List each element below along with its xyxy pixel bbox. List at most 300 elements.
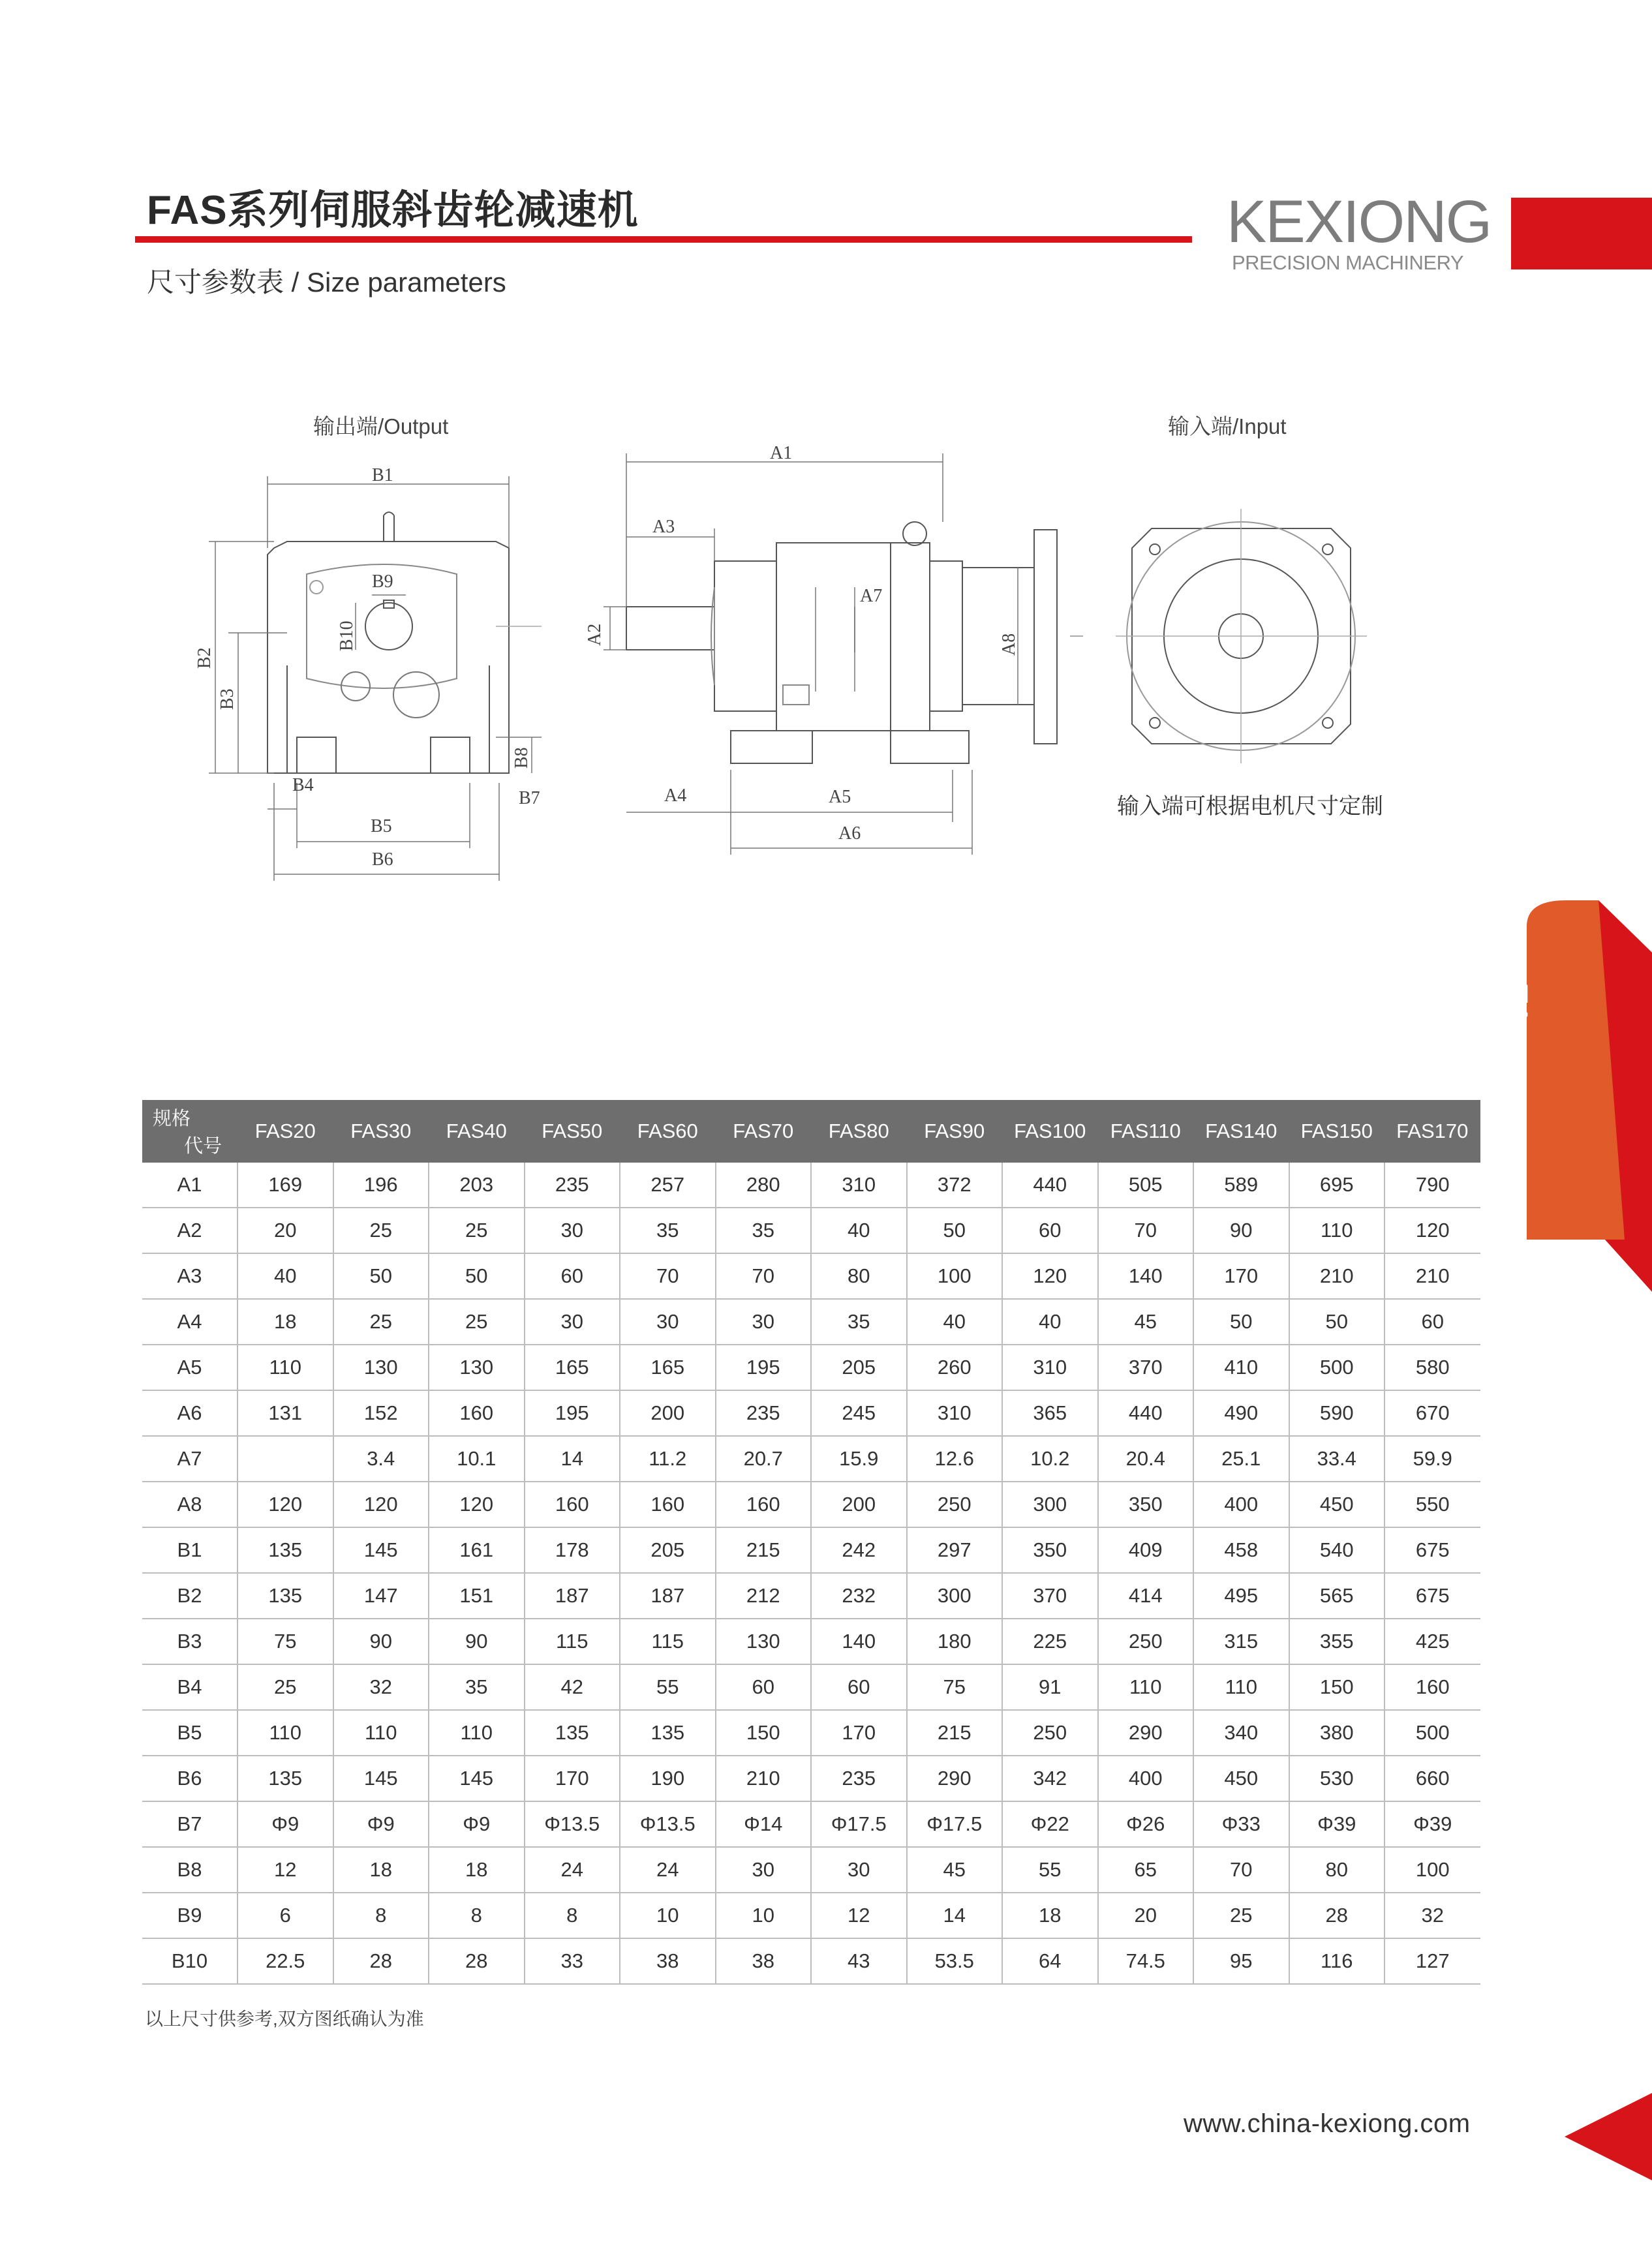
page-subtitle: 尺寸参数表 / Size parameters (147, 267, 506, 298)
table-cell: 95 (1193, 1938, 1289, 1984)
column-header: FAS70 (716, 1100, 812, 1163)
table-cell: 15.9 (811, 1436, 907, 1482)
size-parameters-table (142, 1100, 1480, 1985)
table-cell: 38 (620, 1938, 716, 1984)
table-cell: 40 (237, 1253, 333, 1299)
table-cell: 35 (620, 1208, 716, 1253)
table-cell: 24 (620, 1847, 716, 1893)
table-row (142, 1893, 1480, 1938)
column-header: FAS50 (525, 1100, 620, 1163)
table-cell: 675 (1384, 1573, 1480, 1619)
table-cell: 100 (907, 1253, 1003, 1299)
table-cell: 145 (333, 1527, 429, 1573)
table-cell: 33 (525, 1938, 620, 1984)
table-cell: 110 (1289, 1208, 1385, 1253)
table-row (142, 1938, 1480, 1984)
dim-a2: A2 (585, 623, 605, 646)
table-cell: 170 (811, 1710, 907, 1756)
website-url[interactable]: www.china-kexiong.com (1184, 2109, 1471, 2138)
table-cell: 160 (429, 1390, 525, 1436)
table-cell: 50 (1289, 1299, 1385, 1345)
table-cell: 10.2 (1002, 1436, 1098, 1482)
table-cell: 300 (907, 1573, 1003, 1619)
table-cell: 187 (620, 1573, 716, 1619)
table-cell: 8 (429, 1893, 525, 1938)
table-cell: 150 (716, 1710, 812, 1756)
table-cell: 33.4 (1289, 1436, 1385, 1482)
table-cell: 550 (1384, 1482, 1480, 1527)
table-cell: 372 (907, 1163, 1003, 1208)
table-cell: 18 (1002, 1893, 1098, 1938)
table-cell: 310 (1002, 1345, 1098, 1390)
table-cell: 59.9 (1384, 1436, 1480, 1482)
row-label: A3 (142, 1253, 237, 1299)
column-header: FAS20 (237, 1100, 333, 1163)
table-cell: 30 (620, 1299, 716, 1345)
table-cell: 70 (716, 1253, 812, 1299)
brand-tagline: PRECISION MACHINERY (1232, 251, 1464, 274)
table-cell: 18 (333, 1847, 429, 1893)
table-row (142, 1299, 1480, 1345)
table-cell: 200 (811, 1482, 907, 1527)
table-cell: 60 (716, 1664, 812, 1710)
table-cell: 110 (1193, 1664, 1289, 1710)
table-cell: 310 (811, 1163, 907, 1208)
table-cell: 260 (907, 1345, 1003, 1390)
table-cell: 410 (1193, 1345, 1289, 1390)
table-row (142, 1756, 1480, 1801)
table-cell: 110 (237, 1710, 333, 1756)
table-cell: 50 (333, 1253, 429, 1299)
table-cell: 505 (1098, 1163, 1194, 1208)
table-cell: 400 (1098, 1756, 1194, 1801)
table-cell: 450 (1193, 1756, 1289, 1801)
table-cell: 91 (1002, 1664, 1098, 1710)
table-cell: 225 (1002, 1619, 1098, 1664)
output-end-view (268, 512, 542, 773)
table-cell: 45 (907, 1847, 1003, 1893)
table-cell: 160 (620, 1482, 716, 1527)
table-cell: 140 (811, 1619, 907, 1664)
table-cell: 196 (333, 1163, 429, 1208)
table-cell: 116 (1289, 1938, 1385, 1984)
table-cell: 165 (525, 1345, 620, 1390)
table-cell: 110 (429, 1710, 525, 1756)
table-footnote: 以上尺寸供参考,双方图纸确认为准 (145, 2009, 424, 2029)
table-cell: 20 (237, 1208, 333, 1253)
table-cell: 350 (1002, 1527, 1098, 1573)
table-cell: 695 (1289, 1163, 1385, 1208)
table-cell: 440 (1098, 1390, 1194, 1436)
table-cell: 589 (1193, 1163, 1289, 1208)
table-cell: 3.4 (333, 1436, 429, 1482)
table-cell: 42 (525, 1664, 620, 1710)
table-cell (237, 1436, 333, 1482)
table-cell: Φ22 (1002, 1801, 1098, 1847)
table-cell: 75 (237, 1619, 333, 1664)
table-cell: 160 (525, 1482, 620, 1527)
table-cell: 290 (907, 1756, 1003, 1801)
column-header: FAS110 (1098, 1100, 1194, 1163)
table-cell: 675 (1384, 1527, 1480, 1573)
table-cell: 195 (525, 1390, 620, 1436)
table-cell: 165 (620, 1345, 716, 1390)
table-cell: 70 (1193, 1847, 1289, 1893)
table-row (142, 1710, 1480, 1756)
dim-a5: A5 (829, 787, 851, 807)
row-label: B8 (142, 1847, 237, 1893)
row-label: B1 (142, 1527, 237, 1573)
table-cell: 70 (620, 1253, 716, 1299)
table-cell: 11.2 (620, 1436, 716, 1482)
table-cell: 310 (907, 1390, 1003, 1436)
table-cell: 135 (237, 1527, 333, 1573)
series-side-tab (1527, 900, 1652, 1292)
table-cell: 151 (429, 1573, 525, 1619)
table-cell: 458 (1193, 1527, 1289, 1573)
dim-b8: B8 (512, 747, 532, 769)
table-cell: 205 (620, 1527, 716, 1573)
dim-b7: B7 (519, 788, 540, 808)
row-label: B10 (142, 1938, 237, 1984)
table-cell: 20.7 (716, 1436, 812, 1482)
table-cell: Φ17.5 (907, 1801, 1003, 1847)
table-cell: 30 (525, 1299, 620, 1345)
table-cell: 35 (811, 1299, 907, 1345)
table-cell: 315 (1193, 1619, 1289, 1664)
table-cell: 365 (1002, 1390, 1098, 1436)
table-cell: 232 (811, 1573, 907, 1619)
table-cell: 45 (1098, 1299, 1194, 1345)
table-cell: Φ39 (1289, 1801, 1385, 1847)
row-label: B9 (142, 1893, 237, 1938)
table-cell: 120 (333, 1482, 429, 1527)
table-cell: 24 (525, 1847, 620, 1893)
series-side-label (1494, 982, 1537, 1135)
input-view-label: 输入端/Input (1168, 414, 1287, 438)
table-cell: 490 (1193, 1390, 1289, 1436)
column-header: FAS90 (907, 1100, 1003, 1163)
table-cell: 169 (237, 1163, 333, 1208)
table-cell: 30 (525, 1208, 620, 1253)
table-cell: 38 (716, 1938, 812, 1984)
table-cell: 130 (716, 1619, 812, 1664)
table-cell: 80 (811, 1253, 907, 1299)
table-cell: 425 (1384, 1619, 1480, 1664)
table-cell: Φ9 (237, 1801, 333, 1847)
table-cell: 250 (1098, 1619, 1194, 1664)
table-cell: 25 (333, 1299, 429, 1345)
table-header-row (142, 1100, 1480, 1163)
table-cell: 215 (716, 1527, 812, 1573)
table-row (142, 1436, 1480, 1482)
dim-b2: B2 (194, 647, 215, 669)
table-cell: 32 (1384, 1893, 1480, 1938)
table-corner-header (142, 1100, 237, 1163)
table-cell: 20 (1098, 1893, 1194, 1938)
table-cell: 120 (1384, 1208, 1480, 1253)
table-cell: 110 (333, 1710, 429, 1756)
table-cell: 60 (1002, 1208, 1098, 1253)
table-cell: 6 (237, 1893, 333, 1938)
series-code: FA (1495, 982, 1536, 1027)
table-cell: 12.6 (907, 1436, 1003, 1482)
table-cell: 540 (1289, 1527, 1385, 1573)
table-cell: 280 (716, 1163, 812, 1208)
table-cell: 300 (1002, 1482, 1098, 1527)
table-cell: 8 (525, 1893, 620, 1938)
table-cell: 140 (1098, 1253, 1194, 1299)
dim-b1: B1 (372, 465, 393, 485)
table-cell: 12 (811, 1893, 907, 1938)
table-cell: 60 (1384, 1299, 1480, 1345)
table-cell: 212 (716, 1573, 812, 1619)
table-cell: 20.4 (1098, 1436, 1194, 1482)
table-cell: 28 (333, 1938, 429, 1984)
table-cell: 55 (1002, 1847, 1098, 1893)
table-cell: 180 (907, 1619, 1003, 1664)
table-cell: 235 (716, 1390, 812, 1436)
table-cell: Φ14 (716, 1801, 812, 1847)
table-cell: 40 (811, 1208, 907, 1253)
table-row (142, 1664, 1480, 1710)
table-cell: 170 (1193, 1253, 1289, 1299)
table-cell: 35 (716, 1208, 812, 1253)
table-cell: 370 (1002, 1573, 1098, 1619)
table-cell: 30 (811, 1847, 907, 1893)
table-cell: 30 (716, 1299, 812, 1345)
dim-a8: A8 (999, 633, 1019, 656)
table-cell: 414 (1098, 1573, 1194, 1619)
dim-a3: A3 (652, 517, 675, 537)
table-cell: 115 (620, 1619, 716, 1664)
table-cell: 110 (237, 1345, 333, 1390)
row-label: A8 (142, 1482, 237, 1527)
table-cell: 790 (1384, 1163, 1480, 1208)
row-label: B5 (142, 1710, 237, 1756)
table-cell: 14 (525, 1436, 620, 1482)
table-cell: 297 (907, 1527, 1003, 1573)
table-cell: 215 (907, 1710, 1003, 1756)
dim-b3: B3 (217, 688, 237, 710)
page-corner-arrow-icon (1565, 2093, 1652, 2180)
gearbox-dimension-drawing (0, 0, 1652, 913)
table-row (142, 1482, 1480, 1527)
row-label: A5 (142, 1345, 237, 1390)
table-cell: 110 (1098, 1664, 1194, 1710)
table-cell: 170 (525, 1756, 620, 1801)
dim-b9: B9 (372, 572, 393, 592)
column-header: FAS140 (1193, 1100, 1289, 1163)
table-cell: 25 (1193, 1893, 1289, 1938)
table-cell: 160 (1384, 1664, 1480, 1710)
table-cell: 190 (620, 1756, 716, 1801)
dim-b6: B6 (372, 849, 393, 870)
table-cell: 25 (237, 1664, 333, 1710)
table-cell: 18 (429, 1847, 525, 1893)
table-row (142, 1390, 1480, 1436)
table-cell: 8 (333, 1893, 429, 1938)
table-cell: 152 (333, 1390, 429, 1436)
table-cell: 145 (429, 1756, 525, 1801)
dim-b10: B10 (337, 620, 357, 651)
table-cell: Φ39 (1384, 1801, 1480, 1847)
dim-b5: B5 (371, 816, 392, 836)
table-cell: 28 (429, 1938, 525, 1984)
table-row (142, 1345, 1480, 1390)
table-cell: 245 (811, 1390, 907, 1436)
table-cell: 500 (1384, 1710, 1480, 1756)
table-cell: 495 (1193, 1573, 1289, 1619)
table-cell: Φ9 (333, 1801, 429, 1847)
table-cell: 235 (525, 1163, 620, 1208)
table-cell: 80 (1289, 1847, 1385, 1893)
table-cell: 50 (429, 1253, 525, 1299)
table-cell: 74.5 (1098, 1938, 1194, 1984)
table-cell: 370 (1098, 1345, 1194, 1390)
table-cell: Φ9 (429, 1801, 525, 1847)
dim-a6: A6 (838, 823, 861, 844)
table-cell: 10 (716, 1893, 812, 1938)
table-cell: 250 (1002, 1710, 1098, 1756)
dim-b4: B4 (292, 775, 314, 795)
table-cell: 14 (907, 1893, 1003, 1938)
table-cell: Φ33 (1193, 1801, 1289, 1847)
table-cell: 147 (333, 1573, 429, 1619)
table-cell: 120 (1002, 1253, 1098, 1299)
row-label: B2 (142, 1573, 237, 1619)
column-header: FAS30 (333, 1100, 429, 1163)
table-cell: 10 (620, 1893, 716, 1938)
table-cell: 75 (907, 1664, 1003, 1710)
row-label: A1 (142, 1163, 237, 1208)
table-cell: 115 (525, 1619, 620, 1664)
table-row (142, 1163, 1480, 1208)
table-cell: 380 (1289, 1710, 1385, 1756)
table-cell: 22.5 (237, 1938, 333, 1984)
table-cell: 257 (620, 1163, 716, 1208)
table-cell: 32 (333, 1664, 429, 1710)
column-header: FAS80 (811, 1100, 907, 1163)
table-cell: 120 (237, 1482, 333, 1527)
table-cell: 55 (620, 1664, 716, 1710)
table-cell: 342 (1002, 1756, 1098, 1801)
table-row (142, 1573, 1480, 1619)
row-label: A7 (142, 1436, 237, 1482)
table-cell: 250 (907, 1482, 1003, 1527)
table-row (142, 1619, 1480, 1664)
table-cell: 50 (1193, 1299, 1289, 1345)
table-cell: 235 (811, 1756, 907, 1801)
table-cell: 130 (429, 1345, 525, 1390)
table-cell: 25 (429, 1208, 525, 1253)
table-row (142, 1847, 1480, 1893)
table-cell: 350 (1098, 1482, 1194, 1527)
table-cell: 355 (1289, 1619, 1385, 1664)
column-header: FAS100 (1002, 1100, 1098, 1163)
table-cell: 127 (1384, 1938, 1480, 1984)
table-cell: 40 (907, 1299, 1003, 1345)
table-cell: 530 (1289, 1756, 1385, 1801)
table-cell: 12 (237, 1847, 333, 1893)
row-label: A6 (142, 1390, 237, 1436)
table-cell: 210 (1289, 1253, 1385, 1299)
table-cell: 150 (1289, 1664, 1385, 1710)
table-cell: 210 (1384, 1253, 1480, 1299)
table-cell: 242 (811, 1527, 907, 1573)
table-cell: 187 (525, 1573, 620, 1619)
table-cell: 18 (237, 1299, 333, 1345)
table-cell: 210 (716, 1756, 812, 1801)
table-row (142, 1801, 1480, 1847)
table-row (142, 1208, 1480, 1253)
table-cell: 400 (1193, 1482, 1289, 1527)
table-cell: 135 (525, 1710, 620, 1756)
table-cell: 195 (716, 1345, 812, 1390)
output-view-label: 输出端/Output (313, 414, 449, 438)
column-header: FAS60 (620, 1100, 716, 1163)
table-cell: 500 (1289, 1345, 1385, 1390)
table-cell: 53.5 (907, 1938, 1003, 1984)
dim-a4: A4 (664, 786, 687, 806)
dim-a1: A1 (770, 443, 793, 463)
corner-spec-label: 规格 (153, 1108, 191, 1129)
table-cell: 70 (1098, 1208, 1194, 1253)
table-cell: 205 (811, 1345, 907, 1390)
table-cell: 50 (907, 1208, 1003, 1253)
column-header: FAS170 (1384, 1100, 1480, 1163)
dim-a7: A7 (860, 586, 883, 606)
page-title: FAS系列伺服斜齿轮减速机 (147, 188, 639, 233)
table-cell: 590 (1289, 1390, 1385, 1436)
table-row (142, 1253, 1480, 1299)
table-cell: 25 (429, 1299, 525, 1345)
table-cell: 100 (1384, 1847, 1480, 1893)
table-cell: 145 (333, 1756, 429, 1801)
table-body (142, 1163, 1480, 1984)
table-cell: 25 (333, 1208, 429, 1253)
table-cell: 120 (429, 1482, 525, 1527)
table-cell: 565 (1289, 1573, 1385, 1619)
table-cell: 35 (429, 1664, 525, 1710)
table-cell: 178 (525, 1527, 620, 1573)
table-cell: 135 (620, 1710, 716, 1756)
brand-logo-text: KEXIONG (1227, 189, 1491, 255)
table-cell: 90 (1193, 1208, 1289, 1253)
table-cell: 670 (1384, 1390, 1480, 1436)
table-cell: 409 (1098, 1527, 1194, 1573)
input-customize-note: 输入端可根据电机尺寸定制 (1117, 794, 1383, 819)
table-cell: 200 (620, 1390, 716, 1436)
table-cell: 135 (237, 1573, 333, 1619)
table-cell: 90 (429, 1619, 525, 1664)
table-cell: 130 (333, 1345, 429, 1390)
table-cell: 440 (1002, 1163, 1098, 1208)
table-cell: 660 (1384, 1756, 1480, 1801)
table-cell: 64 (1002, 1938, 1098, 1984)
table-cell: Φ17.5 (811, 1801, 907, 1847)
table-cell: Φ13.5 (620, 1801, 716, 1847)
table-cell: Φ26 (1098, 1801, 1194, 1847)
row-label: A2 (142, 1208, 237, 1253)
table-cell: 203 (429, 1163, 525, 1208)
table-cell: 40 (1002, 1299, 1098, 1345)
row-label: B3 (142, 1619, 237, 1664)
table-cell: 60 (525, 1253, 620, 1299)
table-cell: 43 (811, 1938, 907, 1984)
dimension-labels (194, 443, 1019, 870)
input-end-view (1116, 509, 1367, 763)
